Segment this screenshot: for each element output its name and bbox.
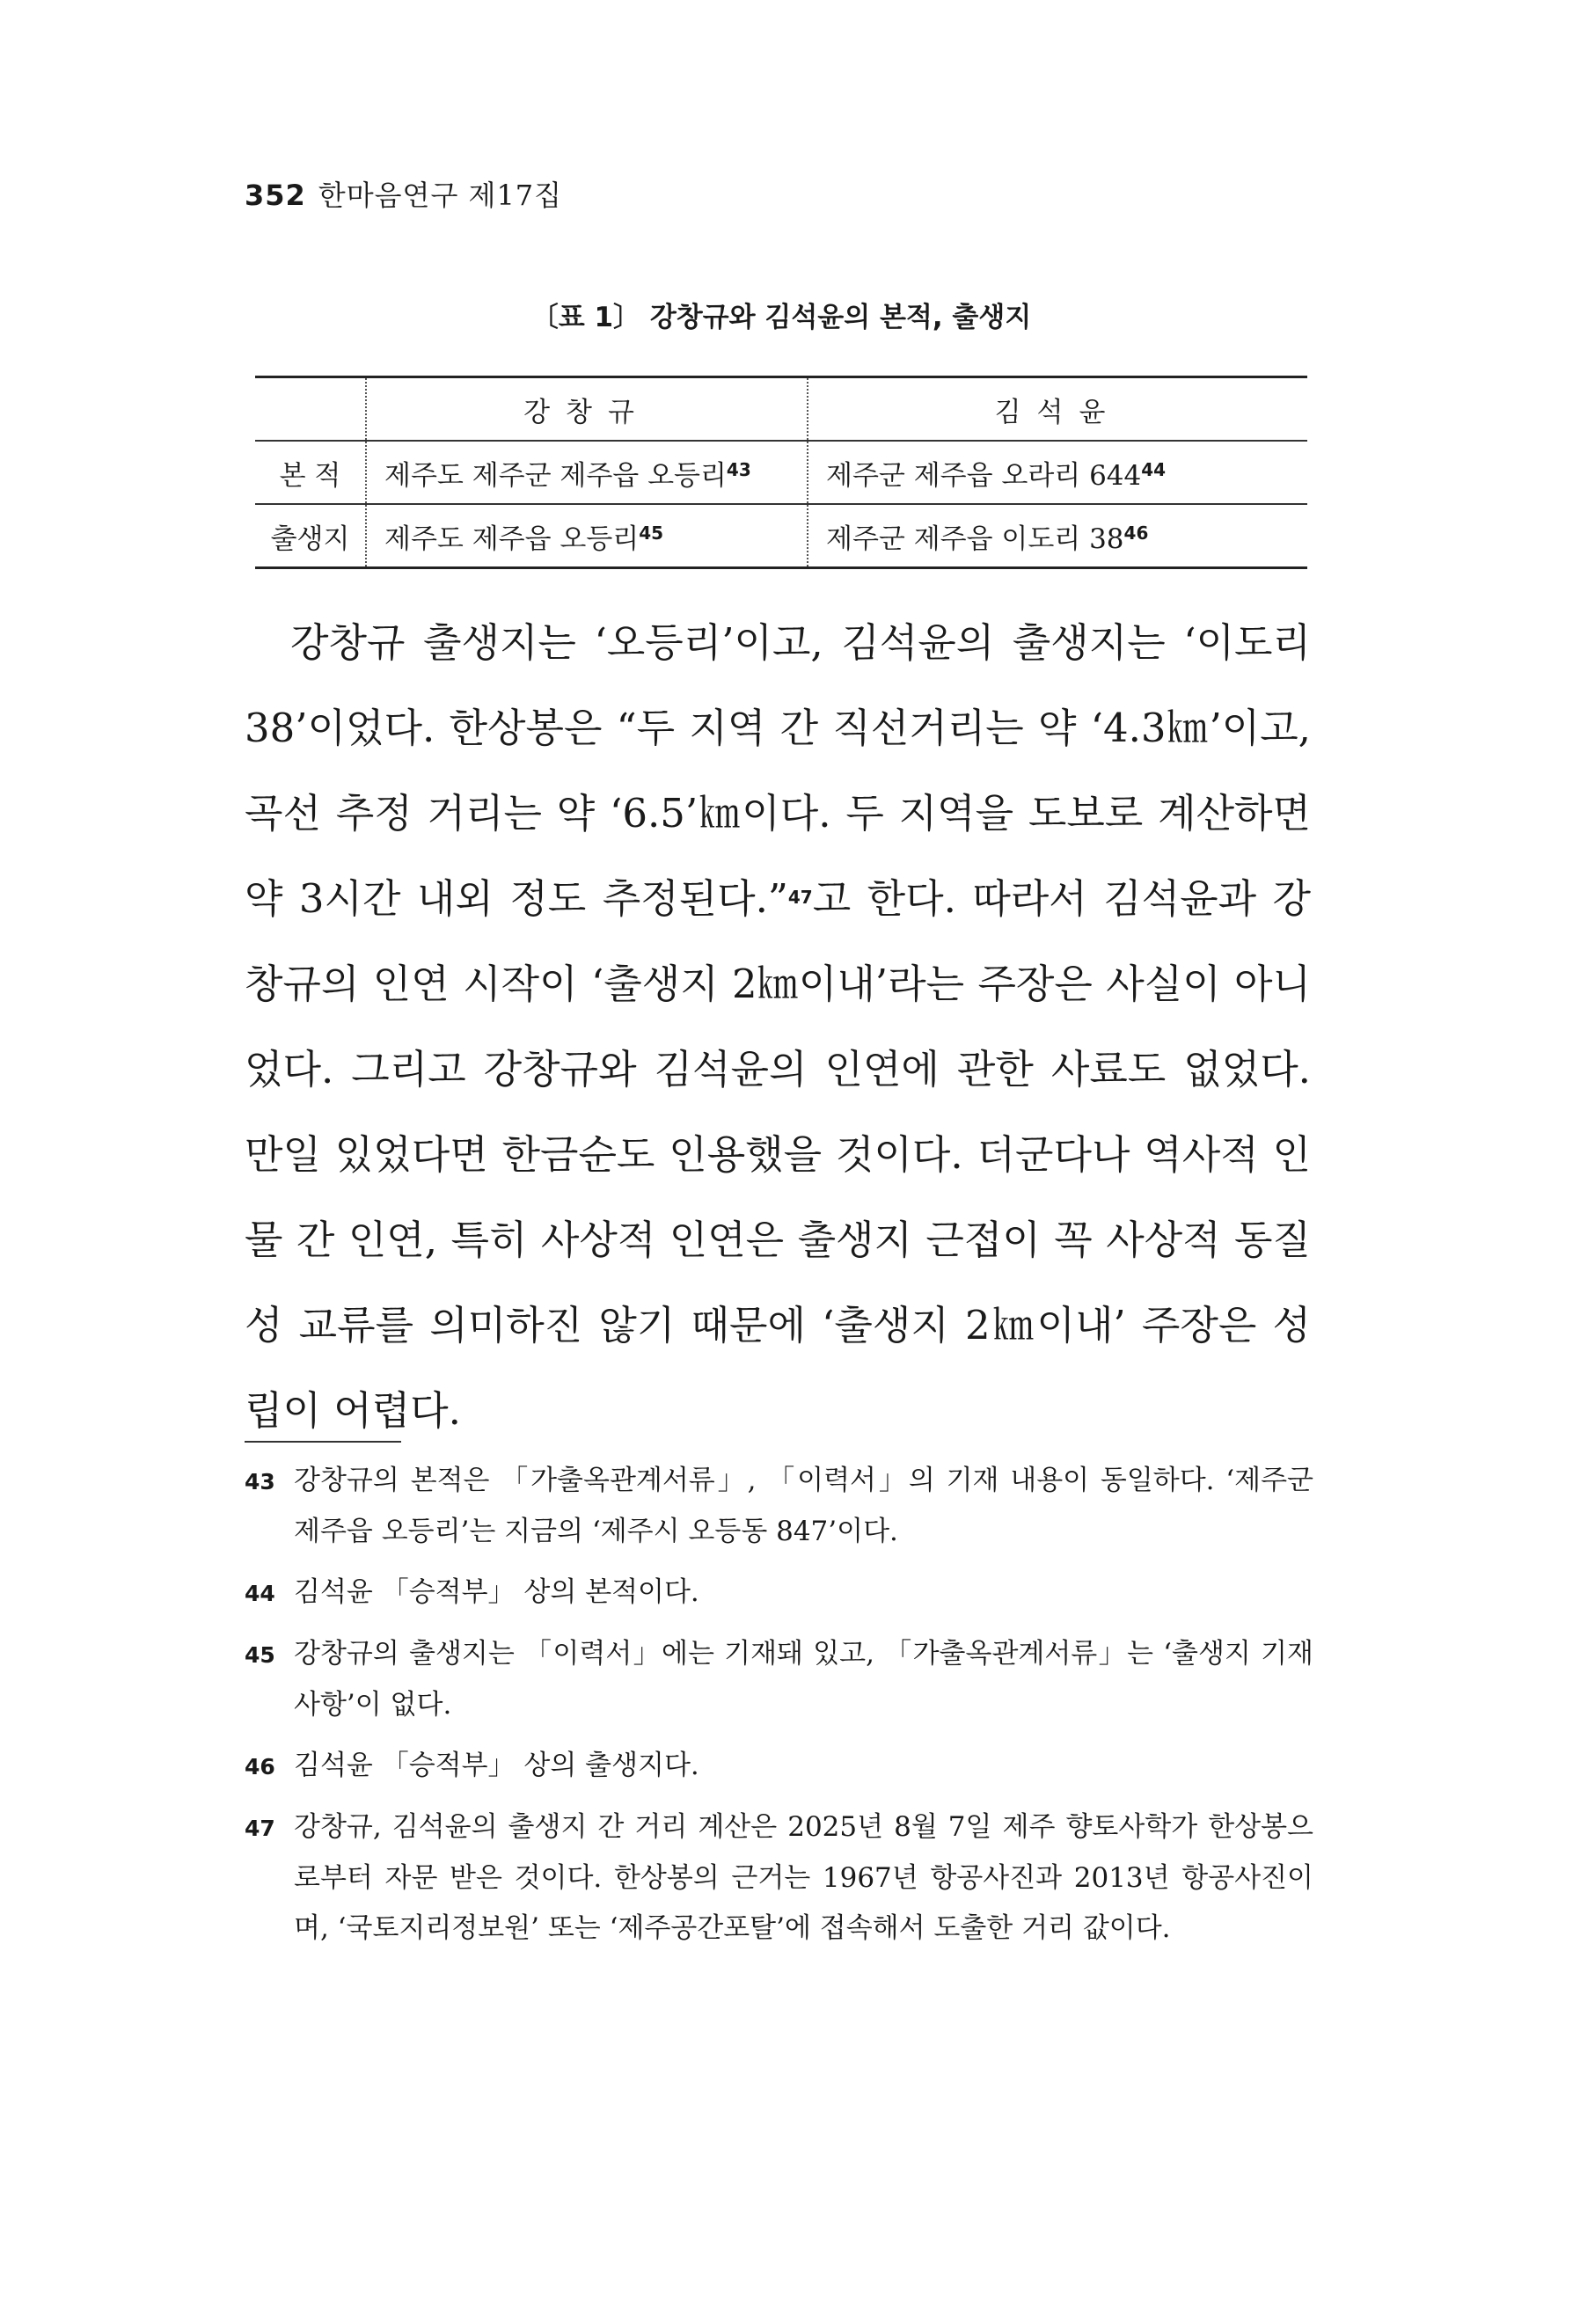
footnote-text: 김석윤 「승적부」 상의 본적이다. bbox=[294, 1576, 699, 1608]
body-text-part2: 고 한다. 따라서 김석윤과 강창규의 인연 시작이 ‘출생지 2㎞이내’라는 주장은 사실이 아니었다. 그리고 강창규와 김석윤의 인연에 관한 사료도 없었다. 만일 있었다면 한금순도 인용했을 것이다. 더군다나 역사적 인물 간 인연, 특히 사상적 인연은 출생지 근접이 꼭 사상적 동질성 교류를 의미하진 않기 때문에 ‘출생지 2㎞이내’ 주장은 성립이 어렵다. bbox=[245, 875, 1311, 1434]
footnote bbox=[245, 1456, 1313, 1557]
cell-text: 제주군 제주읍 오라리 644 bbox=[826, 459, 1142, 492]
footnote-ref: 46 bbox=[1123, 522, 1149, 544]
table-cell bbox=[808, 441, 1307, 504]
row-label: 본 적 bbox=[255, 441, 366, 504]
footnote bbox=[245, 1741, 1313, 1792]
footnote-divider bbox=[245, 1441, 401, 1443]
footnote-number: 45 bbox=[245, 1642, 275, 1668]
footnote-number: 44 bbox=[245, 1581, 275, 1606]
footnote bbox=[245, 1568, 1313, 1619]
body-paragraph bbox=[245, 600, 1311, 1453]
cell-text: 제주도 제주읍 오등리 bbox=[384, 523, 640, 555]
footnotes bbox=[245, 1456, 1313, 1964]
footnote-ref: 44 bbox=[1141, 458, 1167, 480]
footnote-ref: 45 bbox=[639, 522, 664, 544]
footnote-ref: 43 bbox=[726, 458, 751, 480]
table-cell bbox=[808, 504, 1307, 568]
origin-birthplace-table bbox=[255, 376, 1307, 569]
footnote-number: 43 bbox=[245, 1469, 275, 1495]
body-text-part1: 강창규 출생지는 ‘오등리’이고, 김석윤의 출생지는 ‘이도리 38’이었다. 한상봉은 “두 지역 간 직선거리는 약 ‘4.3㎞’이고, 곡선 추정 거리는 약 ‘6.5’㎞이다. 두 지역을 도보로 계산하면 약 3시간 내외 정도 추정된다.” bbox=[245, 619, 1311, 922]
table-row bbox=[255, 441, 1307, 504]
footnote-text: 김석윤 「승적부」 상의 출생지다. bbox=[294, 1750, 699, 1781]
table-caption: 〔표 1〕 강창규와 김석윤의 본적, 출생지 bbox=[530, 302, 1032, 333]
running-head bbox=[245, 173, 562, 214]
table-header-blank bbox=[255, 377, 366, 442]
table-header-kim: 김석윤 bbox=[994, 396, 1122, 428]
footnote bbox=[245, 1629, 1313, 1730]
page-number: 352 bbox=[245, 179, 306, 212]
footnote-text: 강창규, 김석윤의 출생지 간 거리 계산은 2025년 8월 7일 제주 향토사학가 한상봉으로부터 자문 받은 것이다. 한상봉의 근거는 1967년 항공사진과 2013년 항공사진이며, ‘국토지리정보원’ 또는 ‘제주공간포탈’에 접속해서 도출한 거리 값이다. bbox=[294, 1811, 1313, 1944]
table-header-row bbox=[255, 377, 1307, 442]
cell-text: 제주군 제주읍 이도리 38 bbox=[826, 523, 1124, 555]
table-row bbox=[255, 504, 1307, 568]
row-label: 출생지 bbox=[255, 504, 366, 568]
journal-title: 한마음연구 제17집 bbox=[318, 179, 563, 212]
footnote-text: 강창규의 출생지는 「이력서」에는 기재돼 있고, 「가출옥관계서류」는 ‘출생지 기재 사항’이 없다. bbox=[294, 1638, 1313, 1721]
table-header-kang: 강창규 bbox=[366, 377, 808, 442]
footnote bbox=[245, 1802, 1313, 1954]
table-cell bbox=[366, 504, 808, 568]
cell-text: 제주도 제주군 제주읍 오등리 bbox=[384, 459, 727, 492]
table-cell bbox=[366, 441, 808, 504]
footnote-number: 46 bbox=[245, 1754, 275, 1780]
footnote-number: 47 bbox=[245, 1816, 275, 1841]
footnote-text: 강창규의 본적은 「가출옥관계서류」, 「이력서」의 기재 내용이 동일하다. ‘제주군 제주읍 오등리’는 지금의 ‘제주시 오등동 847’이다. bbox=[294, 1465, 1313, 1547]
footnote-ref: 47 bbox=[787, 887, 813, 908]
